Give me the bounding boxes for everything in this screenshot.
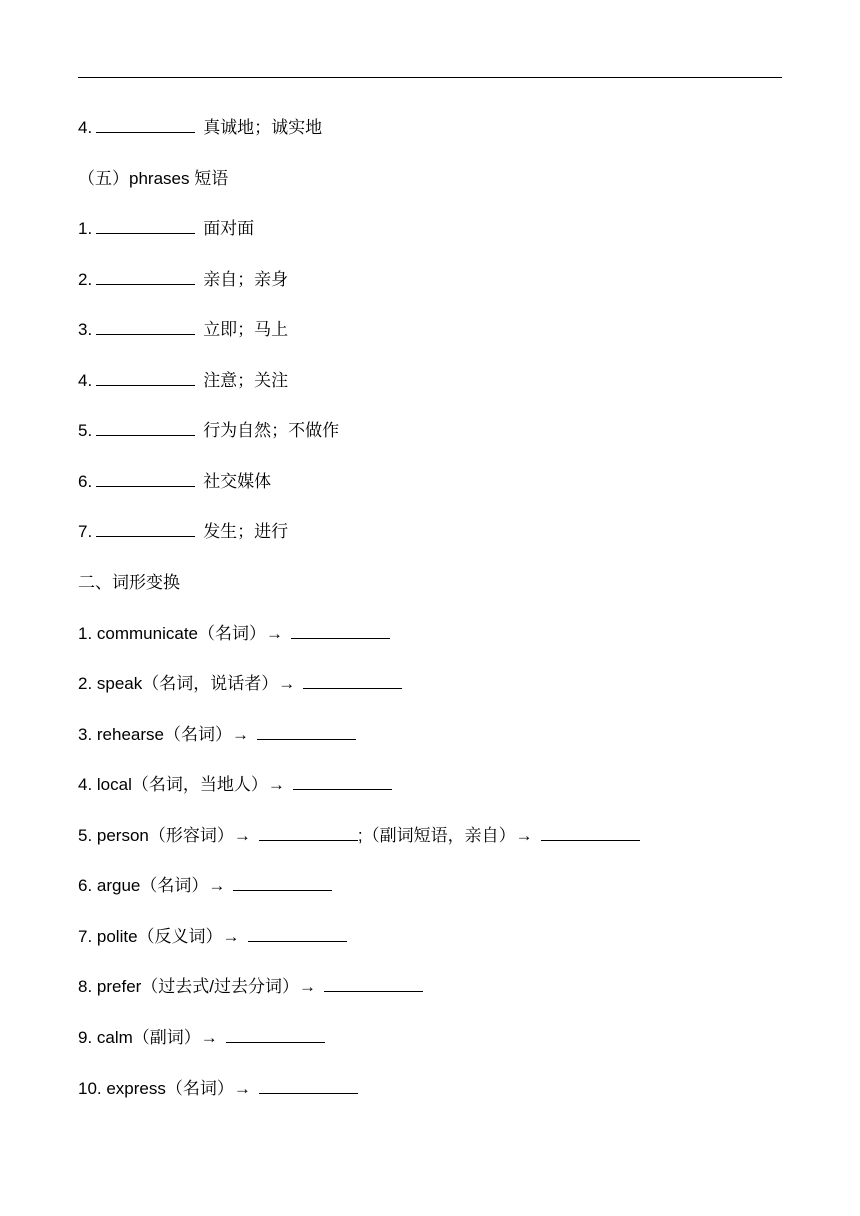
item-meaning: 行为自然；不做作: [203, 421, 340, 440]
vocab-item: [78, 116, 322, 140]
transform-prompt: 8. prefer（过去式/过去分词）→: [78, 977, 317, 996]
item-meaning: 亲自；亲身: [203, 270, 289, 289]
answer-blank[interactable]: [96, 369, 195, 386]
answer-blank[interactable]: [259, 824, 358, 841]
item-number: 4.: [78, 371, 93, 390]
phrase-item: [78, 470, 271, 494]
transform-prompt: 3. rehearse（名词）→: [78, 725, 249, 744]
answer-blank[interactable]: [96, 217, 195, 234]
transform-item: [78, 672, 402, 696]
phrase-item: [78, 419, 339, 443]
transform-prompt-second: ;（副词短语，亲自）→: [357, 826, 533, 845]
answer-blank[interactable]: [257, 723, 356, 740]
answer-blank[interactable]: [324, 975, 423, 992]
answer-blank[interactable]: [96, 520, 195, 537]
answer-blank[interactable]: [96, 470, 195, 487]
answer-blank[interactable]: [96, 268, 195, 285]
transform-item: [78, 824, 640, 848]
transform-prompt: 6. argue（名词）→: [78, 876, 226, 895]
transform-item: [78, 975, 423, 999]
answer-blank[interactable]: [248, 925, 347, 942]
transform-item: [78, 1026, 325, 1050]
item-meaning: 注意；关注: [203, 371, 289, 390]
phrase-item: [78, 318, 288, 342]
transform-prompt: 10. express（名词）→: [78, 1079, 251, 1098]
phrase-item: [78, 369, 288, 393]
answer-blank[interactable]: [303, 672, 402, 689]
transform-prompt: 5. person（形容词）→: [78, 826, 251, 845]
item-number: 5.: [78, 421, 93, 440]
transform-item: [78, 773, 392, 797]
transform-prompt: 7. polite（反义词）→: [78, 927, 240, 946]
header-rule: [78, 77, 782, 78]
item-number: 7.: [78, 522, 93, 541]
answer-blank[interactable]: [96, 318, 195, 335]
item-meaning: 社交媒体: [203, 472, 272, 491]
transform-prompt: 9. calm（副词）→: [78, 1028, 218, 1047]
answer-blank[interactable]: [233, 874, 332, 891]
answer-blank[interactable]: [259, 1077, 358, 1094]
transform-item: [78, 925, 347, 949]
transform-item: [78, 723, 356, 747]
answer-blank[interactable]: [291, 622, 390, 639]
item-meaning: 立即；马上: [203, 320, 289, 339]
answer-blank[interactable]: [293, 773, 392, 790]
item-number: 2.: [78, 270, 93, 289]
item-number: 3.: [78, 320, 93, 339]
section-heading-word-forms: 二、词形变换: [78, 573, 180, 592]
phrase-item: [78, 268, 288, 292]
item-number: 1.: [78, 219, 93, 238]
item-meaning: 面对面: [203, 219, 255, 238]
answer-blank[interactable]: [226, 1026, 325, 1043]
transform-item: [78, 1077, 358, 1101]
answer-blank[interactable]: [96, 116, 195, 133]
transform-prompt: 1. communicate（名词）→: [78, 624, 283, 643]
section-heading-phrases: （五）phrases 短语: [78, 169, 229, 188]
item-meaning: 真诚地；诚实地: [203, 118, 323, 137]
transform-item: [78, 874, 332, 898]
answer-blank[interactable]: [96, 419, 195, 436]
item-meaning: 发生；进行: [203, 522, 289, 541]
transform-prompt: 2. speak（名词，说话者）→: [78, 674, 296, 693]
transform-prompt: 4. local（名词，当地人）→: [78, 775, 285, 794]
phrase-item: [78, 520, 288, 544]
phrase-item: [78, 217, 254, 241]
answer-blank[interactable]: [541, 824, 640, 841]
item-number: 4.: [78, 118, 93, 137]
item-number: 6.: [78, 472, 93, 491]
transform-item: [78, 622, 390, 646]
